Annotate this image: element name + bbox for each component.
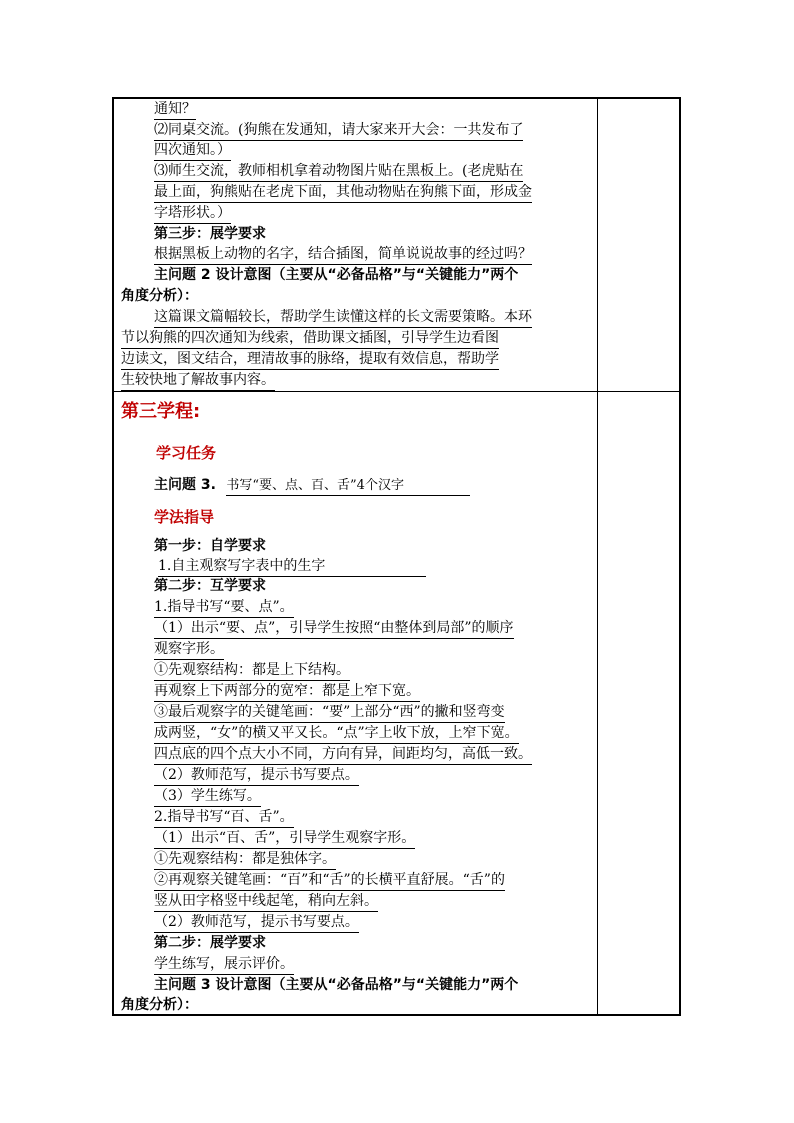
row1-notes-cell: [599, 99, 679, 391]
step3-title: 第二步：展学要求: [154, 935, 266, 951]
lesson-plan-table: [112, 97, 681, 1016]
main-question-label: 主问题 3.: [154, 477, 216, 493]
text-line: ①先观察结构：都是独体字。: [154, 850, 336, 870]
step2-title: 第二步：互学要求: [154, 578, 266, 594]
stage-title: 第三学程:: [121, 401, 201, 422]
method-heading: 学法指导: [154, 508, 215, 526]
text-line: （2）教师范写，提示书写要点。: [154, 913, 359, 933]
main-question-text: 书写“要、点、百、舌”4个汉字: [226, 476, 470, 496]
step3-text: 学生练写，展示评价。: [154, 955, 294, 975]
design-intent-title-cont: 角度分析）：: [121, 288, 198, 304]
design-intent-title: 主问题 3 设计意图（主要从“必备品格”与“关键能力”两个: [154, 977, 519, 993]
text-line: ①先观察结构：都是上下结构。: [154, 661, 350, 681]
text-line: 最上面，狗熊贴在老虎下面，其他动物贴在狗熊下面，形成金: [154, 183, 532, 203]
text-line: （1）出示“要、点”，引导学生按照“由整体到局部”的顺序: [154, 619, 514, 639]
text-line: ③最后观察字的关键笔画：“要”上部分“西”的撇和竖弯变: [154, 703, 505, 723]
design-text-line: 生较快地了解故事内容。: [121, 371, 275, 391]
text-line: 四点底的四个点大小不同，方向有异，间距均匀，高低一致。: [154, 745, 532, 765]
step3-title: 第三步：展学要求: [154, 226, 266, 242]
design-text-line: 节以狗熊的四次通知为线索，借助课文插图，引导学生边看图: [121, 329, 499, 349]
column-divider: [597, 99, 598, 1014]
row2-content-cell: [118, 393, 592, 1015]
step1-text: 1.自主观察写字表中的生字: [158, 557, 426, 577]
text-line: 1.指导书写“要、点”。: [154, 598, 294, 618]
text-line: ⑵同桌交流。(狗熊在发通知，请大家来开大会：一共发布了: [154, 121, 523, 141]
design-text-line: 边读文，图文结合，理清故事的脉络，提取有效信息，帮助学: [121, 350, 499, 370]
text-line: （3）学生练写。: [154, 787, 261, 807]
text-line: 竖从田字格竖中线起笔，稍向左斜。: [154, 892, 378, 912]
text-line: ⑶师生交流，教师相机拿着动物图片贴在黑板上。(老虎贴在: [154, 162, 523, 182]
text-line: 四次通知。）: [154, 141, 231, 161]
text-line: 成两竖，“女”的横又平又长。“点”字上收下放，上窄下宽。: [154, 724, 519, 744]
text-line: 2.指导书写“百、舌”。: [154, 808, 294, 828]
row1-content-cell: [118, 99, 592, 391]
main-question: [154, 476, 470, 495]
task-heading: 学习任务: [156, 444, 217, 462]
text-line: 字塔形状。）: [154, 204, 231, 224]
text-line: 再观察上下两部分的宽窄：都是上窄下宽。: [154, 682, 420, 702]
text-line: 通知？: [154, 100, 196, 120]
design-intent-title-cont: 角度分析）：: [121, 997, 198, 1013]
text-line: （1）出示“百、舌”，引导学生观察字形。: [154, 829, 415, 849]
row2-notes-cell: [599, 393, 679, 1015]
text-line: （2）教师范写，提示书写要点。: [154, 766, 359, 786]
row-divider: [114, 391, 679, 392]
design-intent-title: 主问题 2 设计意图（主要从“必备品格”与“关键能力”两个: [154, 267, 519, 283]
text-line: 观察字形。: [154, 640, 224, 660]
design-text-line: 这篇课文篇幅较长，帮助学生读懂这样的长文需要策略。本环: [154, 308, 532, 328]
step3-text: 根据黑板上动物的名字，结合插图，简单说说故事的经过吗？: [154, 245, 532, 265]
step1-title: 第一步：自学要求: [154, 538, 266, 554]
text-line: ②再观察关键笔画：“百”和“舌”的长横平直舒展。“舌”的: [154, 871, 505, 891]
